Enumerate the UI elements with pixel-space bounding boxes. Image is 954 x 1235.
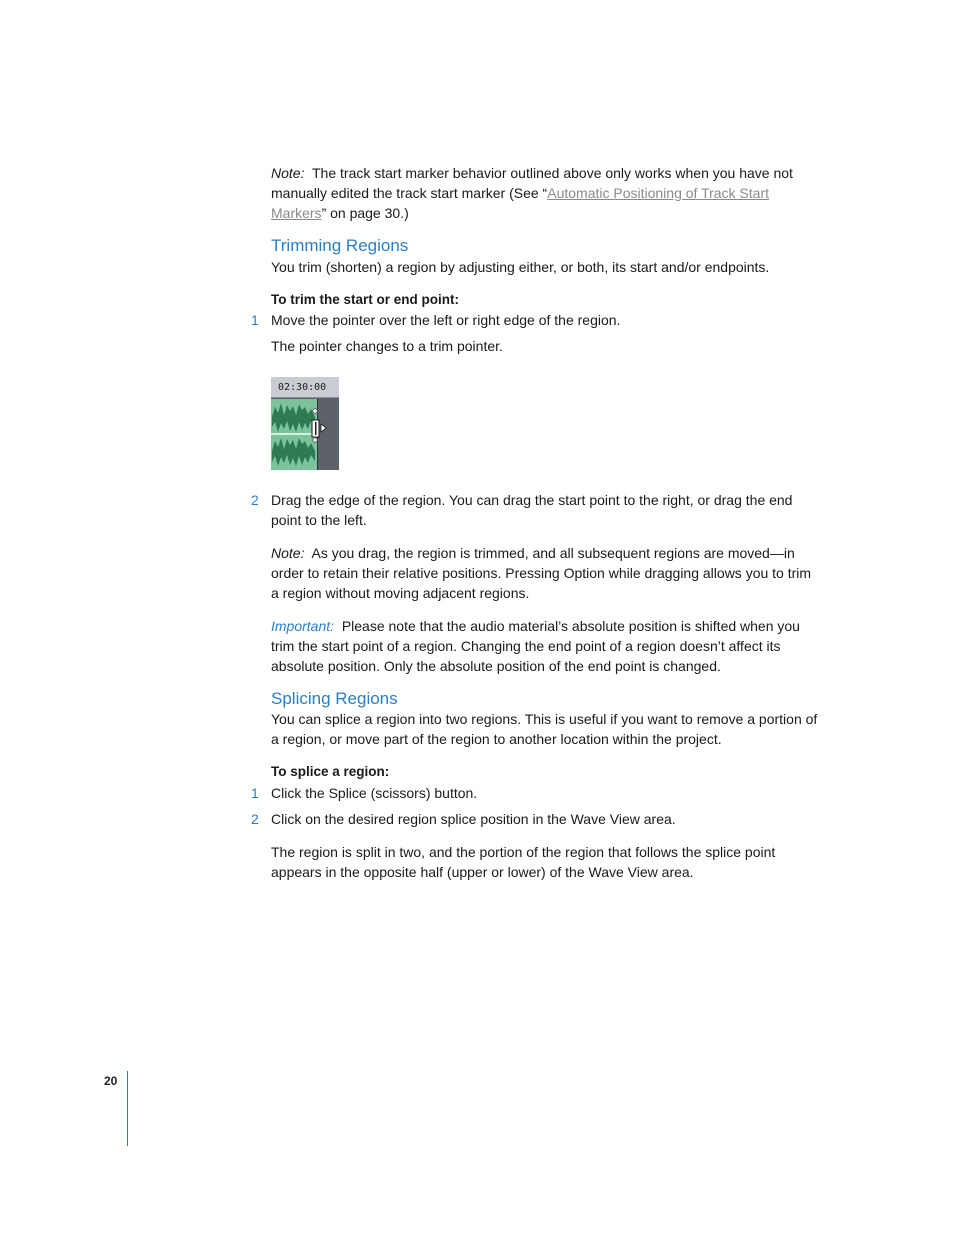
step-result: The region is split in two, and the portion of the region that follows the splice point appears in the opposite half (upper or lower) of the Wave View area. — [271, 844, 776, 880]
section-intro: You can splice a region into two regions. This is useful if you want to remove a portion of a region, or move part of the region to another location within the project. — [271, 711, 818, 747]
step-text: Move the pointer over the left or right edge of the region. — [271, 312, 621, 328]
note-text: The track start marker behavior outlined above only works when you have not manually edited the track start marker (See “ — [271, 165, 793, 201]
section-intro: You trim (shorten) a region by adjusting either, or both, its start and/or endpoints. — [271, 259, 770, 275]
note-paragraph — [271, 163, 821, 223]
section-heading-trimming: Trimming Regions — [271, 236, 409, 255]
waveform-region-icon — [271, 377, 339, 470]
step-text: Click the Splice (scissors) button. — [271, 785, 478, 801]
procedure-heading: To trim the start or end point: — [271, 292, 459, 307]
important-text: Please note that the audio material’s absolute position is shifted when you trim the start point of a region. Changing the end point of a region doesn’t affect its absolute position. Only the absolute position of the end point is changed. — [271, 618, 800, 674]
step-text: Click on the desired region splice position in the Wave View area. — [271, 811, 676, 827]
step-result: The pointer changes to a trim pointer. — [271, 338, 503, 354]
note-paragraph — [271, 543, 821, 603]
page-number: 20 — [104, 1074, 118, 1088]
trim-pointer-figure — [271, 377, 339, 470]
footer-divider — [127, 1071, 128, 1146]
step-number: 2 — [251, 811, 259, 827]
important-label: Important: — [271, 618, 335, 634]
cross-reference-link[interactable]: Automatic Positioning of Track Start Markers — [271, 185, 769, 221]
step-text: Drag the edge of the region. You can drag the start point to the right, or drag the end point to the left. — [271, 492, 793, 528]
note-text: As you drag, the region is trimmed, and all subsequent regions are moved—in order to retain their relative positions. Pressing Option while dragging allows you to trim a region without moving adjacent regions. — [271, 545, 812, 601]
figure-timecode: 02:30:00 — [278, 382, 327, 393]
procedure-heading: To splice a region: — [271, 764, 390, 779]
step-number: 1 — [251, 785, 259, 801]
note-label: Note: — [271, 545, 305, 561]
section-heading-splicing: Splicing Regions — [271, 689, 398, 708]
note-text-end: ” on page 30.) — [321, 205, 409, 221]
step-number: 2 — [251, 492, 259, 508]
note-label: Note: — [271, 165, 305, 181]
important-paragraph — [271, 616, 821, 676]
step-number: 1 — [251, 312, 259, 328]
